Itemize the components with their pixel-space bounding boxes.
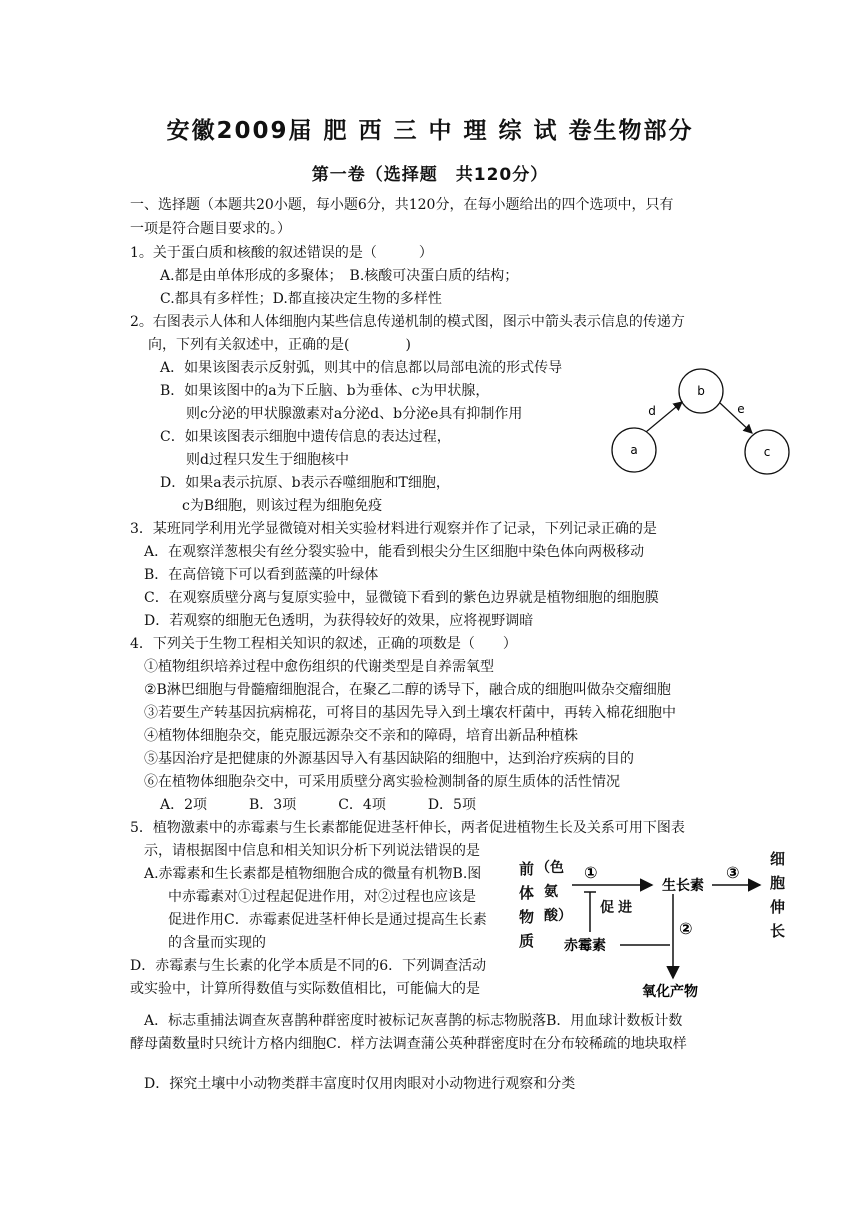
q2-option-a: A．如果该图表示反射弧，则其中的信息都以局部电流的形式传导 bbox=[160, 360, 563, 376]
tryptophan-char-2: 氨 bbox=[544, 884, 558, 900]
promote-char-1: 促 bbox=[600, 900, 614, 916]
q5-stem-2: 示，请根据图中信息和相关知识分析下列说法错误的是 bbox=[144, 843, 480, 859]
q4-item-6: ⑥在植物体细胞杂交中，可采用质壁分离实验检测制备的原生质体的活性情况 bbox=[144, 774, 620, 790]
oxidation-product-label: 氧化产物 bbox=[642, 984, 698, 1000]
q2-stem-2: 向，下列有关叙述中，正确的是( ) bbox=[148, 337, 411, 353]
precursor-char-3: 物 bbox=[519, 908, 535, 926]
q5-hormone-diagram bbox=[516, 842, 806, 1002]
q5-text-4: 中赤霉素对①过程起促进作用，对②过程也应该是 bbox=[168, 889, 476, 905]
node-b-label: b bbox=[697, 384, 705, 398]
q4-item-2: ②B淋巴细胞与骨髓瘤细胞混合，在聚乙二醇的诱导下，融合成的细胞叫做杂交瘤细胞 bbox=[144, 682, 671, 698]
q1-options-ab: A.都是由单体形成的多聚体； B.核酸可决蛋白质的结构； bbox=[160, 268, 519, 284]
q5-text-3: A.赤霉素和生长素都是植物细胞合成的微量有机物B.图 bbox=[144, 866, 482, 882]
q2-option-b-1: B．如果该图中的a为下丘脑、b为垂体、c为甲状腺， bbox=[160, 383, 490, 399]
cell-elongation-char-4: 长 bbox=[770, 922, 786, 940]
q4-item-4: ④植物体细胞杂交，能克服远源杂交不亲和的障碍，培育出新品种植株 bbox=[144, 728, 578, 744]
cell-elongation-char-2: 胞 bbox=[770, 874, 786, 892]
q5-text-8: 或实验中，计算所得数值与实际数值相比，可能偏大的是 bbox=[130, 981, 480, 997]
q5-text-6: 的含量而实现的 bbox=[168, 935, 266, 951]
q1-options-cd: C.都具有多样性；D.都直接决定生物的多样性 bbox=[160, 291, 442, 307]
q4-options: A．2项 B．3项 C．4项 D．5项 bbox=[160, 797, 476, 813]
q5-text-5: 促进作用C．赤霉素促进茎杆伸长是通过提高生长素 bbox=[168, 912, 487, 928]
q2-option-c-1: C．如果该图表示细胞中遗传信息的表达过程， bbox=[160, 429, 451, 445]
step1-label: ① bbox=[584, 863, 598, 882]
tryptophan-char-1: （色 bbox=[536, 860, 564, 876]
edge-d-label: d bbox=[648, 404, 656, 418]
q3-option-d: D．若观察的细胞无色透明，为获得较好的效果，应将视野调暗 bbox=[144, 613, 534, 629]
step2-label: ② bbox=[679, 919, 693, 938]
promote-char-2: 进 bbox=[618, 900, 632, 916]
q3-stem: 3．某班同学利用光学显微镜对相关实验材料进行观察并作了记录，下列记录正确的是 bbox=[130, 521, 657, 537]
precursor-char-2: 体 bbox=[519, 884, 535, 902]
tryptophan-char-3: 酸） bbox=[544, 908, 572, 924]
precursor-char-4: 质 bbox=[519, 932, 535, 950]
q6-option-bc: 酵母菌数量时只统计方格内细胞C．样方法调查蒲公英种群密度时在分布较稀疏的地块取样 bbox=[130, 1036, 687, 1052]
q2-option-b-2: 则c分泌的甲状腺激素对a分泌d、b分泌e具有抑制作用 bbox=[186, 406, 523, 422]
instructions-line-1: 一、选择题（本题共20小题，每小题6分，共120分，在每小题给出的四个选项中，只有 bbox=[130, 197, 674, 213]
q3-option-a: A．在观察洋葱根尖有丝分裂实验中，能看到根尖分生区细胞中染色体向两极移动 bbox=[144, 544, 645, 560]
q4-item-1: ①植物组织培养过程中愈伤组织的代谢类型是自养需氧型 bbox=[144, 659, 494, 675]
q2-option-d-2: c为B细胞，则该过程为细胞免疫 bbox=[182, 498, 383, 514]
node-c-label: c bbox=[763, 445, 771, 459]
edge-e-label: e bbox=[737, 402, 745, 416]
precursor-char-1: 前 bbox=[519, 860, 535, 878]
node-a-label: a bbox=[630, 443, 638, 457]
q5-stem-1: 5．植物激素中的赤霉素与生长素都能促进茎杆伸长，两者促进植物生长及关系可用下图表 bbox=[130, 820, 685, 836]
section-title: 第一卷（选择题 共120分） bbox=[311, 165, 549, 185]
edge-e-arrow bbox=[720, 403, 752, 433]
q2-option-d-1: D．如果a表示抗原、b表示吞噬细胞和T细胞， bbox=[160, 475, 450, 491]
q6-option-d: D．探究土壤中小动物类群丰富度时仅用肉眼对小动物进行观察和分类 bbox=[144, 1076, 576, 1092]
instructions-line-2: 一项是符合题目要求的。） bbox=[130, 221, 291, 237]
q4-stem: 4．下列关于生物工程相关知识的叙述，正确的项数是（ ） bbox=[130, 636, 517, 652]
q2-stem-1: 2。右图表示人体和人体细胞内某些信息传递机制的模式图，图示中箭头表示信息的传递方 bbox=[130, 314, 685, 330]
q1-stem: 1。关于蛋白质和核酸的叙述错误的是（ ） bbox=[130, 245, 433, 261]
q3-option-c: C．在观察质壁分离与复原实验中，显微镜下看到的紫色边界就是植物细胞的细胞膜 bbox=[144, 590, 659, 606]
page-title: 安徽2009届 肥 西 三 中 理 综 试 卷生物部分 bbox=[166, 118, 694, 144]
q2-signal-diagram bbox=[604, 362, 804, 482]
q4-item-3: ③若要生产转基因抗病棉花，可将目的基因先导入到土壤农杆菌中，再转入棉花细胞中 bbox=[144, 705, 676, 721]
q5-text-7: D．赤霉素与生长素的化学本质是不同的6．下列调查活动 bbox=[130, 958, 487, 974]
q4-item-5: ⑤基因治疗是把健康的外源基因导入有基因缺陷的细胞中，达到治疗疾病的目的 bbox=[144, 751, 634, 767]
step3-label: ③ bbox=[726, 863, 740, 882]
q6-option-ab: A．标志重捕法调查灰喜鹊种群密度时被标记灰喜鹊的标志物脱落B．用血球计数板计数 bbox=[144, 1013, 683, 1029]
cell-elongation-char-3: 伸 bbox=[770, 898, 786, 916]
auxin-label: 生长素 bbox=[662, 878, 704, 894]
cell-elongation-char-1: 细 bbox=[770, 850, 786, 868]
q3-option-b: B．在高倍镜下可以看到蓝藻的叶绿体 bbox=[144, 567, 379, 583]
gibberellin-label: 赤霉素 bbox=[564, 938, 606, 954]
q2-option-c-2: 则d过程只发生于细胞核中 bbox=[186, 452, 349, 468]
